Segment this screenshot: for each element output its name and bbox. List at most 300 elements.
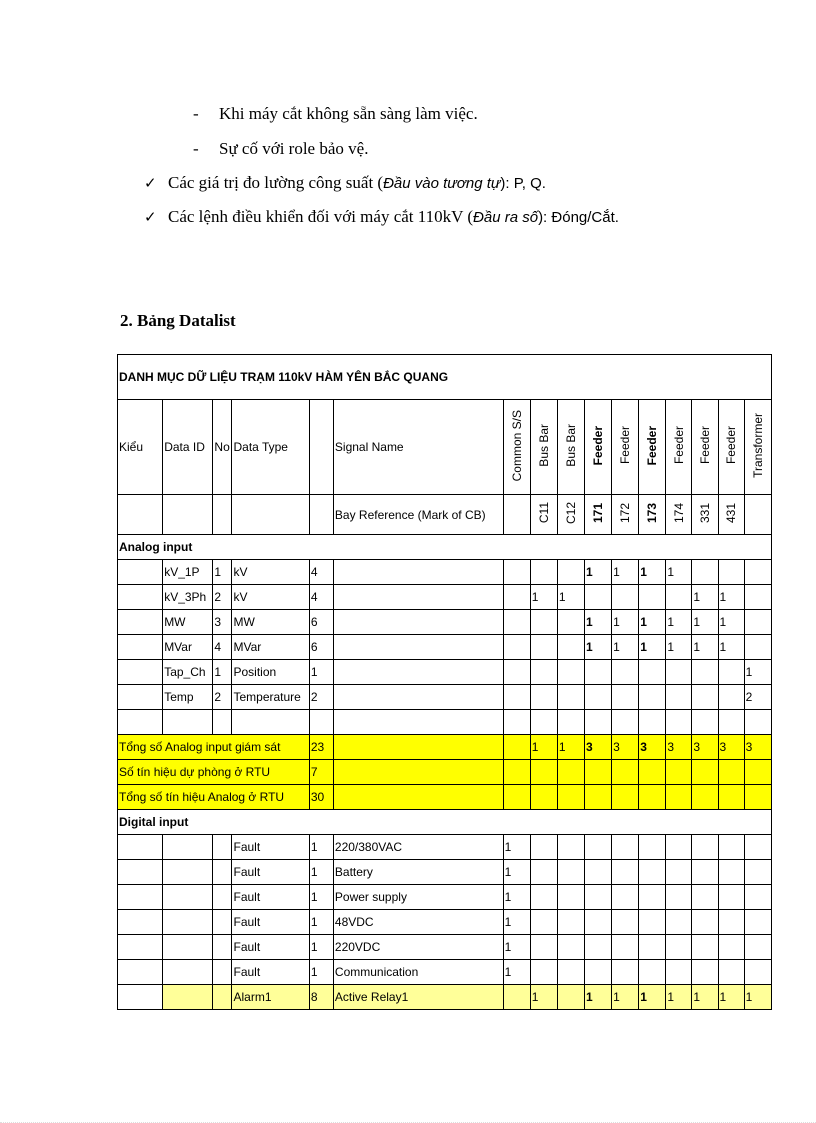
no-cell: 1	[213, 560, 232, 585]
header-kieu: Kiểu	[118, 400, 163, 495]
value-cell	[612, 960, 639, 985]
value-cell: 1	[503, 960, 530, 985]
header-bus-bar	[557, 400, 584, 495]
empty-cell	[744, 710, 771, 735]
value-cell	[530, 785, 557, 810]
empty-cell	[118, 560, 163, 585]
value-cell	[503, 760, 530, 785]
table-title-row	[118, 355, 772, 400]
count-cell: 7	[309, 760, 333, 785]
table-row	[118, 635, 772, 660]
section-label-digital: Digital input	[118, 810, 772, 835]
value-cell	[639, 935, 666, 960]
data-type-cell: Position	[232, 660, 309, 685]
value-cell: 1	[639, 635, 666, 660]
header-bus-bar-text: Bus Bar	[536, 424, 551, 467]
bay-ref	[639, 495, 666, 535]
value-cell	[557, 760, 584, 785]
value-cell	[692, 910, 718, 935]
table-row	[118, 835, 772, 860]
value-cell	[503, 735, 530, 760]
value-cell	[718, 835, 744, 860]
signal-name-cell: Active Relay1	[333, 985, 503, 1010]
value-cell	[557, 560, 584, 585]
value-cell	[557, 935, 584, 960]
table-row	[118, 985, 772, 1010]
bay-ref	[584, 495, 611, 535]
empty-cell	[118, 960, 163, 985]
no-cell: 4	[213, 635, 232, 660]
value-cell	[692, 885, 718, 910]
value-cell	[666, 910, 692, 935]
value-cell	[718, 960, 744, 985]
value-cell	[718, 910, 744, 935]
empty-cell	[118, 885, 163, 910]
value-cell	[666, 660, 692, 685]
value-cell	[744, 760, 771, 785]
value-cell	[666, 835, 692, 860]
section-row-analog	[118, 535, 772, 560]
value-cell: 1	[584, 560, 611, 585]
value-cell	[639, 885, 666, 910]
value-cell	[530, 960, 557, 985]
signal-name-cell	[333, 585, 503, 610]
value-cell	[718, 885, 744, 910]
value-cell	[584, 785, 611, 810]
value-cell: 1	[666, 560, 692, 585]
bay-ref-text: 172	[618, 502, 633, 524]
value-cell	[584, 885, 611, 910]
signal-name-cell: 220/380VAC	[333, 835, 503, 860]
empty-cell	[232, 710, 309, 735]
bullet-text-2: Sự cố với role bảo vệ.	[219, 139, 369, 158]
value-cell	[744, 860, 771, 885]
analog-rows	[118, 560, 772, 710]
data-id-cell: MW	[163, 610, 213, 635]
value-cell	[503, 560, 530, 585]
value-cell	[744, 910, 771, 935]
value-cell	[692, 835, 718, 860]
value-cell: 1	[503, 835, 530, 860]
value-cell: 1	[639, 985, 666, 1010]
value-cell	[612, 685, 639, 710]
value-cell	[666, 585, 692, 610]
signal-name-cell	[333, 560, 503, 585]
header-no: No	[213, 400, 232, 495]
header-feeder	[666, 400, 692, 495]
empty-cell	[333, 710, 503, 735]
value-cell	[666, 960, 692, 985]
empty-cell	[118, 660, 163, 685]
value-cell: 1	[612, 985, 639, 1010]
value-cell	[718, 785, 744, 810]
value-cell	[503, 685, 530, 710]
value-cell: 1	[718, 985, 744, 1010]
value-cell: 1	[744, 985, 771, 1010]
bay-ref	[692, 495, 718, 535]
value-cell: 1	[612, 610, 639, 635]
empty-cell	[163, 910, 213, 935]
value-cell	[639, 785, 666, 810]
data-id-cell: Tap_Ch	[163, 660, 213, 685]
value-cell	[612, 860, 639, 885]
value-cell	[639, 835, 666, 860]
signal-name-cell	[333, 610, 503, 635]
data-type-cell: Temperature	[232, 685, 309, 710]
table-row	[118, 910, 772, 935]
empty-cell	[163, 495, 213, 535]
value-cell	[530, 885, 557, 910]
empty-cell	[163, 935, 213, 960]
header-transformer	[744, 400, 771, 495]
section-heading: 2. Bảng Datalist	[120, 311, 236, 330]
value-cell	[503, 985, 530, 1010]
value-cell	[612, 935, 639, 960]
data-id-cell: kV_3Ph	[163, 585, 213, 610]
value-cell	[530, 935, 557, 960]
value-cell	[557, 985, 584, 1010]
header-feeder-text: Feeder	[697, 426, 712, 465]
value-cell: 1	[666, 635, 692, 660]
bay-ref	[666, 495, 692, 535]
signal-name-cell	[333, 635, 503, 660]
no-cell: 1	[213, 660, 232, 685]
value-cell: 1	[557, 735, 584, 760]
table-row	[118, 660, 772, 685]
data-type-cell: Alarm1	[232, 985, 309, 1010]
header-common	[503, 400, 530, 495]
bay-ref-text: 174	[671, 502, 686, 524]
empty-cell	[557, 710, 584, 735]
value-cell: 3	[692, 735, 718, 760]
datalist-table	[117, 354, 772, 1010]
value-cell	[639, 910, 666, 935]
value-cell: 2	[744, 685, 771, 710]
value-cell	[718, 935, 744, 960]
empty-cell	[744, 495, 771, 535]
empty-cell	[213, 495, 232, 535]
data-type-cell: Fault	[232, 860, 309, 885]
value-cell	[718, 560, 744, 585]
value-cell	[692, 935, 718, 960]
empty-cell	[213, 835, 232, 860]
value-cell: 1	[584, 635, 611, 660]
check2-text-b: ): Đóng/Cắt.	[538, 209, 619, 226]
value-cell	[530, 660, 557, 685]
empty-cell	[118, 585, 163, 610]
value-cell	[530, 910, 557, 935]
value-cell	[692, 860, 718, 885]
value-cell	[692, 785, 718, 810]
value-cell	[530, 610, 557, 635]
data-type-cell: Fault	[232, 960, 309, 985]
empty-cell	[213, 960, 232, 985]
value-cell	[744, 935, 771, 960]
empty-cell	[692, 710, 718, 735]
table-row	[118, 585, 772, 610]
summary-label: Tổng số tín hiệu Analog ở RTU	[118, 785, 310, 810]
value-cell: 3	[744, 735, 771, 760]
value-cell: 3	[612, 735, 639, 760]
count-cell: 30	[309, 785, 333, 810]
empty-cell	[213, 710, 232, 735]
empty-cell	[213, 985, 232, 1010]
value-cell	[639, 660, 666, 685]
value-cell: 1	[639, 560, 666, 585]
value-cell	[557, 785, 584, 810]
empty-cell	[163, 860, 213, 885]
section-label-analog: Analog input	[118, 535, 772, 560]
header-feeder	[639, 400, 666, 495]
value-cell	[584, 585, 611, 610]
value-cell	[503, 635, 530, 660]
value-cell	[639, 860, 666, 885]
value-cell: 1	[503, 935, 530, 960]
value-cell	[612, 660, 639, 685]
empty-cell	[118, 985, 163, 1010]
value-cell	[744, 885, 771, 910]
header-bus-bar	[530, 400, 557, 495]
summary-row	[118, 760, 772, 785]
check-line-1	[144, 173, 546, 193]
value-cell	[584, 960, 611, 985]
value-cell: 1	[666, 610, 692, 635]
value-cell: 1	[692, 635, 718, 660]
empty-cell	[232, 495, 309, 535]
bay-ref-text: 173	[645, 502, 660, 524]
empty-cell	[163, 960, 213, 985]
header-feeder-text: Feeder	[591, 425, 606, 466]
value-cell	[639, 685, 666, 710]
count-cell: 4	[309, 560, 333, 585]
data-type-cell: MVar	[232, 635, 309, 660]
value-cell: 3	[666, 735, 692, 760]
check1-text-b: ): P, Q.	[500, 175, 546, 192]
value-cell	[557, 610, 584, 635]
value-cell: 1	[503, 910, 530, 935]
count-cell: 2	[309, 685, 333, 710]
header-data-type: Data Type	[232, 400, 309, 495]
check1-text-a: Các giá trị đo lường công suất (	[168, 173, 384, 192]
value-cell	[557, 860, 584, 885]
value-cell	[639, 585, 666, 610]
value-cell	[744, 585, 771, 610]
value-cell	[666, 760, 692, 785]
summary-label: Tổng số Analog input giám sát	[118, 735, 310, 760]
value-cell	[612, 835, 639, 860]
value-cell	[530, 760, 557, 785]
summary-rows	[118, 735, 772, 810]
value-cell: 1	[530, 985, 557, 1010]
value-cell	[503, 610, 530, 635]
bay-ref	[530, 495, 557, 535]
data-type-cell: Fault	[232, 935, 309, 960]
value-cell	[744, 785, 771, 810]
signal-name-cell: Communication	[333, 960, 503, 985]
summary-label: Số tín hiệu dự phòng ở RTU	[118, 760, 310, 785]
empty-cell	[503, 710, 530, 735]
count-cell: 6	[309, 635, 333, 660]
empty-cell	[118, 710, 163, 735]
bullet-text-1: Khi máy cắt không sẵn sàng làm việc.	[219, 104, 478, 123]
checkmark-icon: ✓	[144, 208, 157, 226]
bay-reference-row	[118, 495, 772, 535]
check1-text-italic: Đầu vào tương tự	[383, 175, 501, 192]
data-type-cell: MW	[232, 610, 309, 635]
summary-row	[118, 735, 772, 760]
count-cell: 1	[309, 885, 333, 910]
value-cell	[744, 835, 771, 860]
bullet-line-2: - Sự cố với role bảo vệ.	[193, 139, 369, 158]
value-cell: 1	[744, 660, 771, 685]
value-cell: 1	[584, 610, 611, 635]
table-row	[118, 935, 772, 960]
check2-text-italic: Đầu ra số	[473, 209, 539, 226]
header-feeder-text: Feeder	[724, 426, 739, 465]
empty-cell	[118, 935, 163, 960]
header-feeder-text: Feeder	[618, 426, 633, 465]
data-type-cell: kV	[232, 585, 309, 610]
value-cell: 1	[666, 985, 692, 1010]
value-cell: 3	[584, 735, 611, 760]
signal-name-cell	[333, 660, 503, 685]
value-cell	[692, 760, 718, 785]
header-feeder-text: Feeder	[645, 425, 660, 466]
value-cell	[744, 635, 771, 660]
value-cell	[744, 610, 771, 635]
value-cell: 1	[612, 635, 639, 660]
count-cell: 4	[309, 585, 333, 610]
empty-cell	[639, 710, 666, 735]
value-cell	[612, 585, 639, 610]
value-cell	[530, 560, 557, 585]
value-cell: 1	[718, 610, 744, 635]
check-line-2	[144, 207, 619, 227]
value-cell: 1	[692, 985, 718, 1010]
digital-rows	[118, 835, 772, 1010]
header-feeder	[584, 400, 611, 495]
value-cell	[557, 635, 584, 660]
signal-name-cell	[333, 735, 503, 760]
no-cell: 2	[213, 685, 232, 710]
count-cell: 8	[309, 985, 333, 1010]
value-cell: 1	[530, 735, 557, 760]
value-cell	[584, 860, 611, 885]
value-cell	[584, 935, 611, 960]
empty-cell	[163, 835, 213, 860]
value-cell	[639, 760, 666, 785]
empty-cell	[118, 835, 163, 860]
data-type-cell: Fault	[232, 885, 309, 910]
empty-cell	[118, 635, 163, 660]
bay-ref-text: 431	[724, 502, 739, 524]
data-id-cell: kV_1P	[163, 560, 213, 585]
value-cell	[666, 935, 692, 960]
no-cell: 2	[213, 585, 232, 610]
header-transformer-text: Transformer	[750, 413, 765, 478]
empty-cell	[309, 710, 333, 735]
value-cell	[612, 910, 639, 935]
value-cell	[692, 560, 718, 585]
signal-name-cell: 220VDC	[333, 935, 503, 960]
empty-cell	[612, 710, 639, 735]
empty-cell	[718, 710, 744, 735]
value-cell	[557, 910, 584, 935]
value-cell	[666, 785, 692, 810]
empty-cell	[118, 495, 163, 535]
signal-name-cell: Power supply	[333, 885, 503, 910]
value-cell	[584, 760, 611, 785]
value-cell	[744, 560, 771, 585]
header-signal-name: Signal Name	[333, 400, 503, 495]
value-cell	[612, 785, 639, 810]
section-row-digital	[118, 810, 772, 835]
header-feeder	[718, 400, 744, 495]
value-cell	[692, 685, 718, 710]
check2-text-a: Các lệnh điều khiển đối với máy cắt 110kV (	[168, 207, 474, 226]
table-header-row	[118, 400, 772, 495]
empty-cell	[163, 985, 213, 1010]
value-cell	[557, 960, 584, 985]
value-cell	[692, 960, 718, 985]
value-cell	[503, 585, 530, 610]
value-cell: 1	[639, 610, 666, 635]
value-cell	[530, 835, 557, 860]
bay-ref-text: 331	[697, 502, 712, 524]
value-cell	[503, 660, 530, 685]
empty-cell	[530, 710, 557, 735]
value-cell	[530, 635, 557, 660]
value-cell: 1	[692, 610, 718, 635]
value-cell	[666, 685, 692, 710]
data-type-cell: kV	[232, 560, 309, 585]
empty-cell	[118, 610, 163, 635]
table-row	[118, 610, 772, 635]
bay-ref	[718, 495, 744, 535]
value-cell	[692, 660, 718, 685]
value-cell	[718, 685, 744, 710]
empty-cell	[213, 935, 232, 960]
header-feeder-text: Feeder	[671, 426, 686, 465]
value-cell	[530, 685, 557, 710]
empty-cell	[163, 885, 213, 910]
bullet-line-1: - Khi máy cắt không sẵn sàng làm việc.	[193, 104, 478, 123]
value-cell: 1	[584, 985, 611, 1010]
empty-cell	[309, 495, 333, 535]
count-cell: 1	[309, 660, 333, 685]
header-common-text: Common S/S	[509, 409, 524, 482]
bay-ref	[612, 495, 639, 535]
value-cell: 1	[503, 885, 530, 910]
table-row	[118, 860, 772, 885]
value-cell	[584, 685, 611, 710]
value-cell	[744, 960, 771, 985]
value-cell	[557, 685, 584, 710]
value-cell: 1	[718, 585, 744, 610]
signal-name-cell	[333, 685, 503, 710]
table-row	[118, 960, 772, 985]
signal-name-cell	[333, 785, 503, 810]
signal-name-cell	[333, 760, 503, 785]
value-cell	[612, 760, 639, 785]
value-cell: 1	[503, 860, 530, 885]
count-cell: 6	[309, 610, 333, 635]
value-cell	[530, 860, 557, 885]
header-blank	[309, 400, 333, 495]
summary-row	[118, 785, 772, 810]
empty-cell	[118, 685, 163, 710]
empty-cell	[213, 860, 232, 885]
